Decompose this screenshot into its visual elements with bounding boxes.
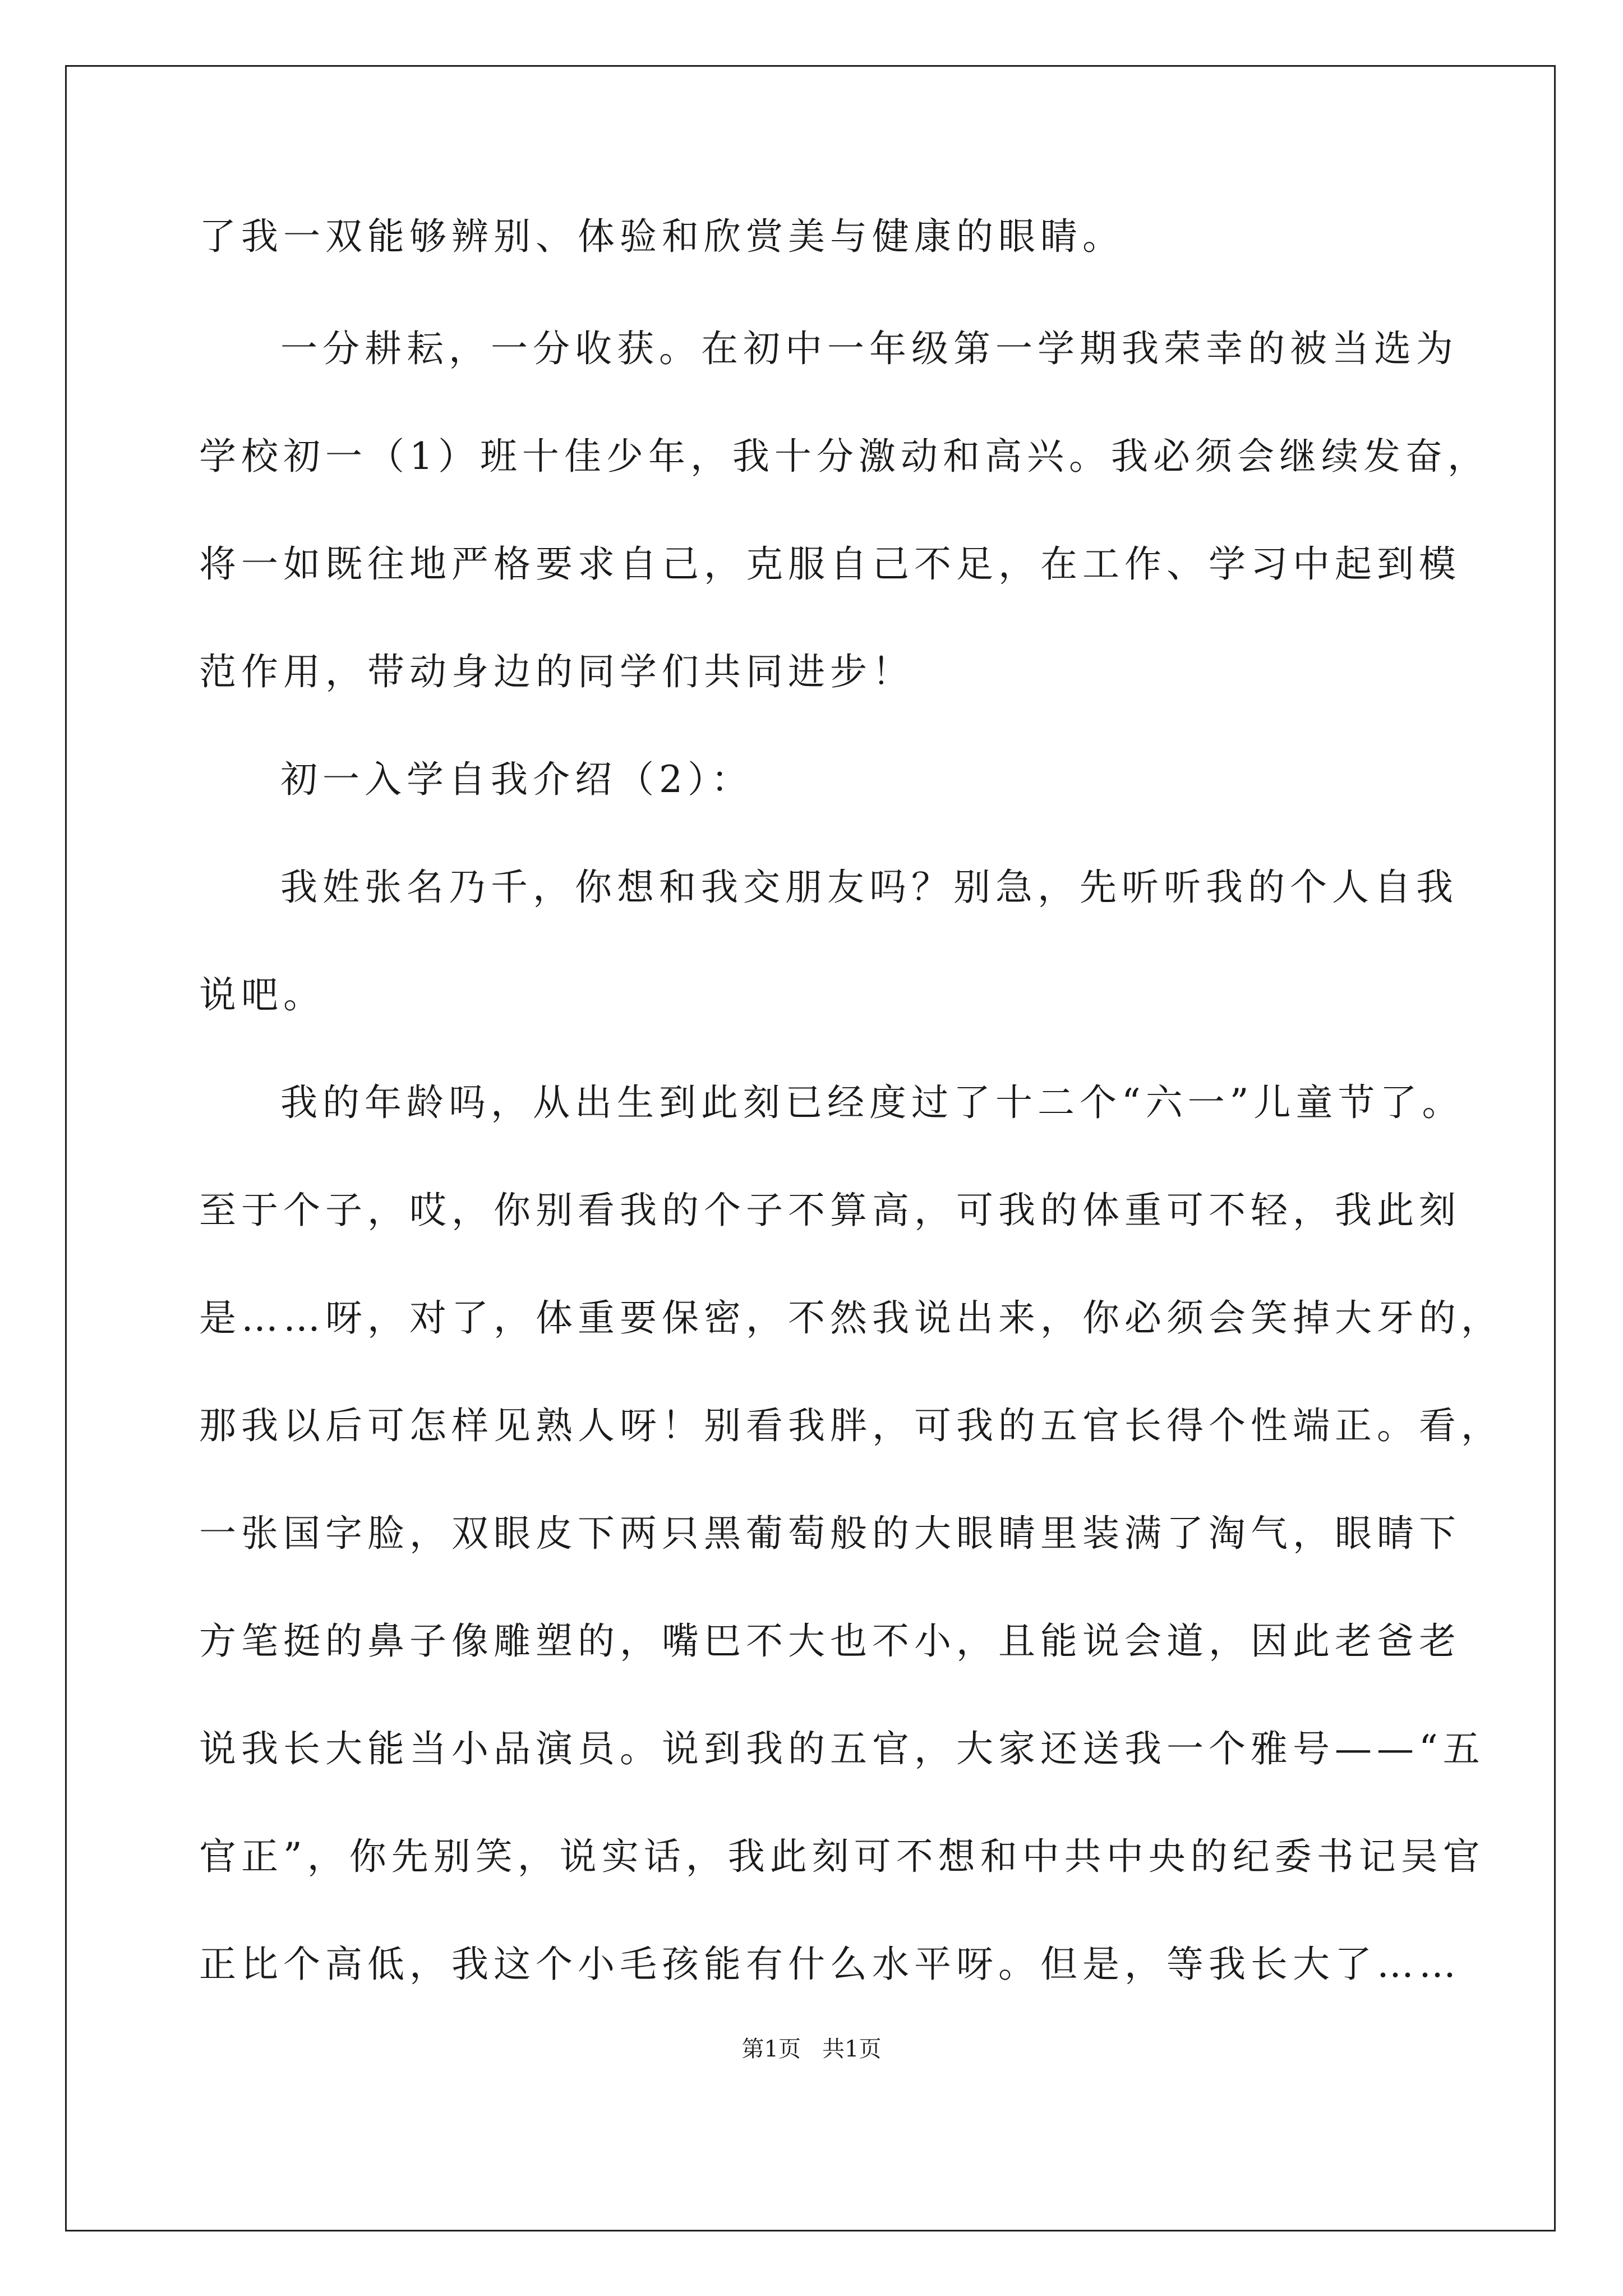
paragraph-first-line: 一分耕耘，一分收获。在初中一年级第一学期我荣幸的被当选为 bbox=[280, 327, 1458, 370]
text-line: 学校初一（1）班十佳少年，我十分激动和高兴。我必须会继续发奋， bbox=[199, 435, 1490, 478]
paragraph-first-line: 我姓张名乃千，你想和我交朋友吗？别急，先听听我的个人自我 bbox=[280, 866, 1458, 909]
page-border bbox=[65, 65, 1556, 2231]
text-line: 是……呀，对了，体重要保密，不然我说出来，你必须会笑掉大牙的， bbox=[199, 1296, 1503, 1340]
text-line: 了我一双能够辨别、体验和欣赏美与健康的眼睛。 bbox=[199, 215, 1124, 258]
text-line: 正比个高低，我这个小毛孩能有什么水平呀。但是，等我长大了…… bbox=[199, 1943, 1461, 1986]
page-number-current: 第1页 bbox=[741, 2036, 801, 2062]
section-heading: 初一入学自我介绍（2）： bbox=[280, 758, 753, 801]
text-line: 一张国字脸，双眼皮下两只黑葡萄般的大眼睛里装满了淘气，眼睛下 bbox=[199, 1512, 1461, 1555]
text-line: 将一如既往地严格要求自己，克服自己不足，在工作、学习中起到模 bbox=[199, 542, 1461, 586]
paragraph-first-line: 我的年龄吗，从出生到此刻已经度过了十二个“六一”儿童节了。 bbox=[280, 1081, 1464, 1124]
text-line: 那我以后可怎样见熟人呀！别看我胖，可我的五官长得个性端正。看， bbox=[199, 1404, 1503, 1447]
text-line: 说我长大能当小品演员。说到我的五官，大家还送我一个雅号——“五 bbox=[199, 1727, 1485, 1770]
page-footer bbox=[0, 2035, 1623, 2063]
text-line: 说吧。 bbox=[199, 973, 325, 1016]
page-number-total: 共1页 bbox=[822, 2036, 882, 2062]
text-line: 官正”，你先别笑，说实话，我此刻可不想和中共中央的纪委书记吴官 bbox=[199, 1835, 1485, 1878]
text-line: 范作用，带动身边的同学们共同进步！ bbox=[199, 650, 914, 693]
text-line: 至于个子，哎，你别看我的个子不算高，可我的体重可不轻，我此刻 bbox=[199, 1189, 1461, 1232]
text-line: 方笔挺的鼻子像雕塑的，嘴巴不大也不小，且能说会道，因此老爸老 bbox=[199, 1619, 1461, 1663]
